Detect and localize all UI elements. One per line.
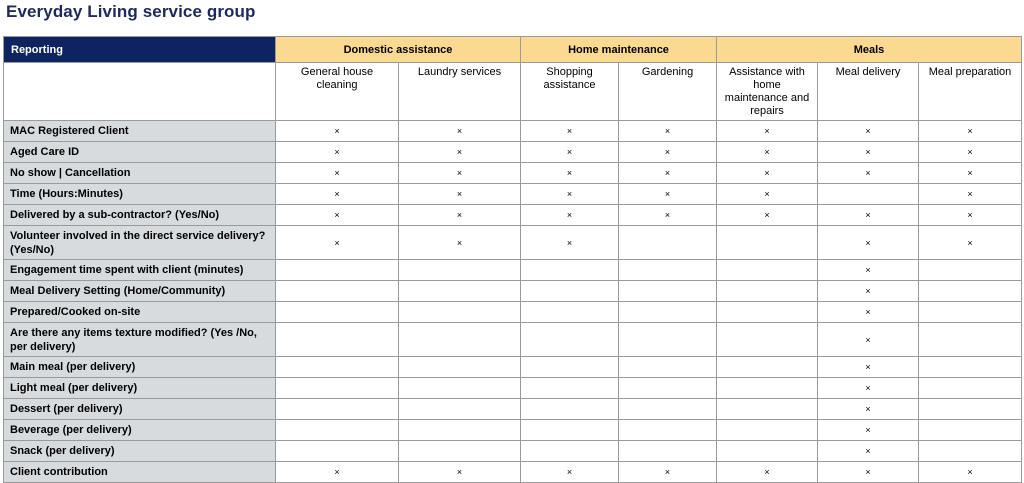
check-mark-cell: × bbox=[919, 184, 1022, 205]
check-mark-cell: × bbox=[818, 420, 919, 441]
check-mark-cell: × bbox=[818, 357, 919, 378]
check-mark-cell: × bbox=[399, 462, 521, 483]
table-row bbox=[4, 357, 1022, 378]
empty-cell bbox=[619, 323, 717, 357]
check-mark-cell: × bbox=[399, 205, 521, 226]
check-mark-cell: × bbox=[399, 142, 521, 163]
check-mark-cell: × bbox=[818, 121, 919, 142]
row-label: Snack (per delivery) bbox=[4, 441, 276, 462]
table-row bbox=[4, 281, 1022, 302]
row-label: Beverage (per delivery) bbox=[4, 420, 276, 441]
empty-cell bbox=[619, 378, 717, 399]
empty-cell bbox=[521, 281, 619, 302]
check-mark-cell: × bbox=[919, 121, 1022, 142]
row-label: Are there any items texture modified? (Yes /No, per delivery) bbox=[4, 323, 276, 357]
group-home-maintenance: Home maintenance bbox=[521, 37, 717, 63]
check-mark-cell: × bbox=[276, 184, 399, 205]
check-mark-cell: × bbox=[619, 184, 717, 205]
check-mark-cell: × bbox=[619, 121, 717, 142]
empty-cell bbox=[276, 302, 399, 323]
check-mark-cell: × bbox=[818, 163, 919, 184]
empty-cell bbox=[717, 378, 818, 399]
row-label: Main meal (per delivery) bbox=[4, 357, 276, 378]
check-mark-cell: × bbox=[818, 260, 919, 281]
table-body bbox=[4, 121, 1022, 483]
row-label: Dessert (per delivery) bbox=[4, 399, 276, 420]
empty-cell bbox=[399, 357, 521, 378]
col-shopping-assistance: Shopping assistance bbox=[521, 63, 619, 121]
check-mark-cell: × bbox=[521, 226, 619, 260]
table-row bbox=[4, 184, 1022, 205]
empty-cell bbox=[717, 226, 818, 260]
empty-cell bbox=[919, 281, 1022, 302]
empty-cell bbox=[818, 184, 919, 205]
col-meal-preparation: Meal preparation bbox=[919, 63, 1022, 121]
row-label: MAC Registered Client bbox=[4, 121, 276, 142]
empty-cell bbox=[619, 260, 717, 281]
check-mark-cell: × bbox=[619, 462, 717, 483]
empty-cell bbox=[619, 302, 717, 323]
empty-cell bbox=[276, 399, 399, 420]
check-mark-cell: × bbox=[717, 184, 818, 205]
check-mark-cell: × bbox=[818, 226, 919, 260]
col-general-house-cleaning: General house cleaning bbox=[276, 63, 399, 121]
col-gardening: Gardening bbox=[619, 63, 717, 121]
check-mark-cell: × bbox=[521, 142, 619, 163]
check-mark-cell: × bbox=[919, 226, 1022, 260]
check-mark-cell: × bbox=[399, 226, 521, 260]
row-label: Light meal (per delivery) bbox=[4, 378, 276, 399]
row-label: Client contribution bbox=[4, 462, 276, 483]
check-mark-cell: × bbox=[399, 121, 521, 142]
empty-cell bbox=[276, 441, 399, 462]
check-mark-cell: × bbox=[717, 462, 818, 483]
check-mark-cell: × bbox=[818, 399, 919, 420]
check-mark-cell: × bbox=[521, 121, 619, 142]
empty-cell bbox=[619, 420, 717, 441]
col-laundry-services: Laundry services bbox=[399, 63, 521, 121]
check-mark-cell: × bbox=[919, 205, 1022, 226]
check-mark-cell: × bbox=[818, 323, 919, 357]
empty-cell bbox=[717, 302, 818, 323]
check-mark-cell: × bbox=[717, 205, 818, 226]
check-mark-cell: × bbox=[818, 281, 919, 302]
empty-cell bbox=[399, 281, 521, 302]
row-label: Meal Delivery Setting (Home/Community) bbox=[4, 281, 276, 302]
row-label: Engagement time spent with client (minutes) bbox=[4, 260, 276, 281]
empty-cell bbox=[717, 281, 818, 302]
empty-cell bbox=[619, 226, 717, 260]
empty-cell bbox=[521, 302, 619, 323]
table-row bbox=[4, 121, 1022, 142]
empty-cell bbox=[521, 441, 619, 462]
subheader-blank bbox=[4, 63, 276, 121]
check-mark-cell: × bbox=[919, 142, 1022, 163]
row-label: Delivered by a sub-contractor? (Yes/No) bbox=[4, 205, 276, 226]
table-row bbox=[4, 205, 1022, 226]
empty-cell bbox=[399, 302, 521, 323]
empty-cell bbox=[717, 399, 818, 420]
check-mark-cell: × bbox=[276, 462, 399, 483]
empty-cell bbox=[619, 281, 717, 302]
check-mark-cell: × bbox=[276, 121, 399, 142]
check-mark-cell: × bbox=[717, 142, 818, 163]
check-mark-cell: × bbox=[276, 205, 399, 226]
table-row bbox=[4, 462, 1022, 483]
empty-cell bbox=[276, 281, 399, 302]
group-domestic-assistance: Domestic assistance bbox=[276, 37, 521, 63]
subheader-row bbox=[4, 63, 1022, 121]
row-label: Aged Care ID bbox=[4, 142, 276, 163]
check-mark-cell: × bbox=[818, 142, 919, 163]
table-row bbox=[4, 399, 1022, 420]
check-mark-cell: × bbox=[919, 163, 1022, 184]
empty-cell bbox=[919, 302, 1022, 323]
empty-cell bbox=[619, 399, 717, 420]
row-label: Prepared/Cooked on-site bbox=[4, 302, 276, 323]
group-header-row bbox=[4, 37, 1022, 63]
row-label: No show | Cancellation bbox=[4, 163, 276, 184]
empty-cell bbox=[521, 260, 619, 281]
table-row bbox=[4, 142, 1022, 163]
table-row bbox=[4, 226, 1022, 260]
check-mark-cell: × bbox=[521, 462, 619, 483]
empty-cell bbox=[276, 260, 399, 281]
check-mark-cell: × bbox=[521, 184, 619, 205]
empty-cell bbox=[399, 420, 521, 441]
empty-cell bbox=[276, 378, 399, 399]
check-mark-cell: × bbox=[818, 302, 919, 323]
empty-cell bbox=[717, 357, 818, 378]
empty-cell bbox=[399, 399, 521, 420]
check-mark-cell: × bbox=[818, 441, 919, 462]
empty-cell bbox=[521, 357, 619, 378]
check-mark-cell: × bbox=[818, 205, 919, 226]
check-mark-cell: × bbox=[919, 462, 1022, 483]
check-mark-cell: × bbox=[818, 462, 919, 483]
empty-cell bbox=[717, 323, 818, 357]
empty-cell bbox=[399, 378, 521, 399]
page-title: Everyday Living service group bbox=[6, 2, 256, 21]
empty-cell bbox=[717, 441, 818, 462]
empty-cell bbox=[919, 420, 1022, 441]
empty-cell bbox=[276, 420, 399, 441]
check-mark-cell: × bbox=[399, 184, 521, 205]
col-home-maintenance-repairs: Assistance with home maintenance and repairs bbox=[717, 63, 818, 121]
check-mark-cell: × bbox=[818, 378, 919, 399]
reporting-header: Reporting bbox=[4, 37, 276, 63]
service-table bbox=[3, 36, 1022, 483]
table-row bbox=[4, 420, 1022, 441]
check-mark-cell: × bbox=[717, 163, 818, 184]
table-row bbox=[4, 441, 1022, 462]
empty-cell bbox=[399, 260, 521, 281]
table-row bbox=[4, 323, 1022, 357]
row-label: Volunteer involved in the direct service delivery? (Yes/No) bbox=[4, 226, 276, 260]
empty-cell bbox=[919, 260, 1022, 281]
table-row bbox=[4, 260, 1022, 281]
empty-cell bbox=[919, 323, 1022, 357]
empty-cell bbox=[717, 260, 818, 281]
check-mark-cell: × bbox=[521, 163, 619, 184]
empty-cell bbox=[919, 441, 1022, 462]
col-meal-delivery: Meal delivery bbox=[818, 63, 919, 121]
check-mark-cell: × bbox=[399, 163, 521, 184]
row-label: Time (Hours:Minutes) bbox=[4, 184, 276, 205]
empty-cell bbox=[919, 357, 1022, 378]
group-meals: Meals bbox=[717, 37, 1022, 63]
check-mark-cell: × bbox=[717, 121, 818, 142]
table-row bbox=[4, 163, 1022, 184]
empty-cell bbox=[919, 378, 1022, 399]
empty-cell bbox=[521, 323, 619, 357]
empty-cell bbox=[521, 399, 619, 420]
empty-cell bbox=[521, 420, 619, 441]
empty-cell bbox=[276, 357, 399, 378]
empty-cell bbox=[717, 420, 818, 441]
empty-cell bbox=[521, 378, 619, 399]
check-mark-cell: × bbox=[276, 142, 399, 163]
empty-cell bbox=[919, 399, 1022, 420]
empty-cell bbox=[399, 323, 521, 357]
check-mark-cell: × bbox=[619, 142, 717, 163]
empty-cell bbox=[619, 441, 717, 462]
table-row bbox=[4, 378, 1022, 399]
check-mark-cell: × bbox=[521, 205, 619, 226]
empty-cell bbox=[276, 323, 399, 357]
empty-cell bbox=[399, 441, 521, 462]
check-mark-cell: × bbox=[276, 163, 399, 184]
table-row bbox=[4, 302, 1022, 323]
empty-cell bbox=[619, 357, 717, 378]
check-mark-cell: × bbox=[619, 205, 717, 226]
check-mark-cell: × bbox=[619, 163, 717, 184]
check-mark-cell: × bbox=[276, 226, 399, 260]
